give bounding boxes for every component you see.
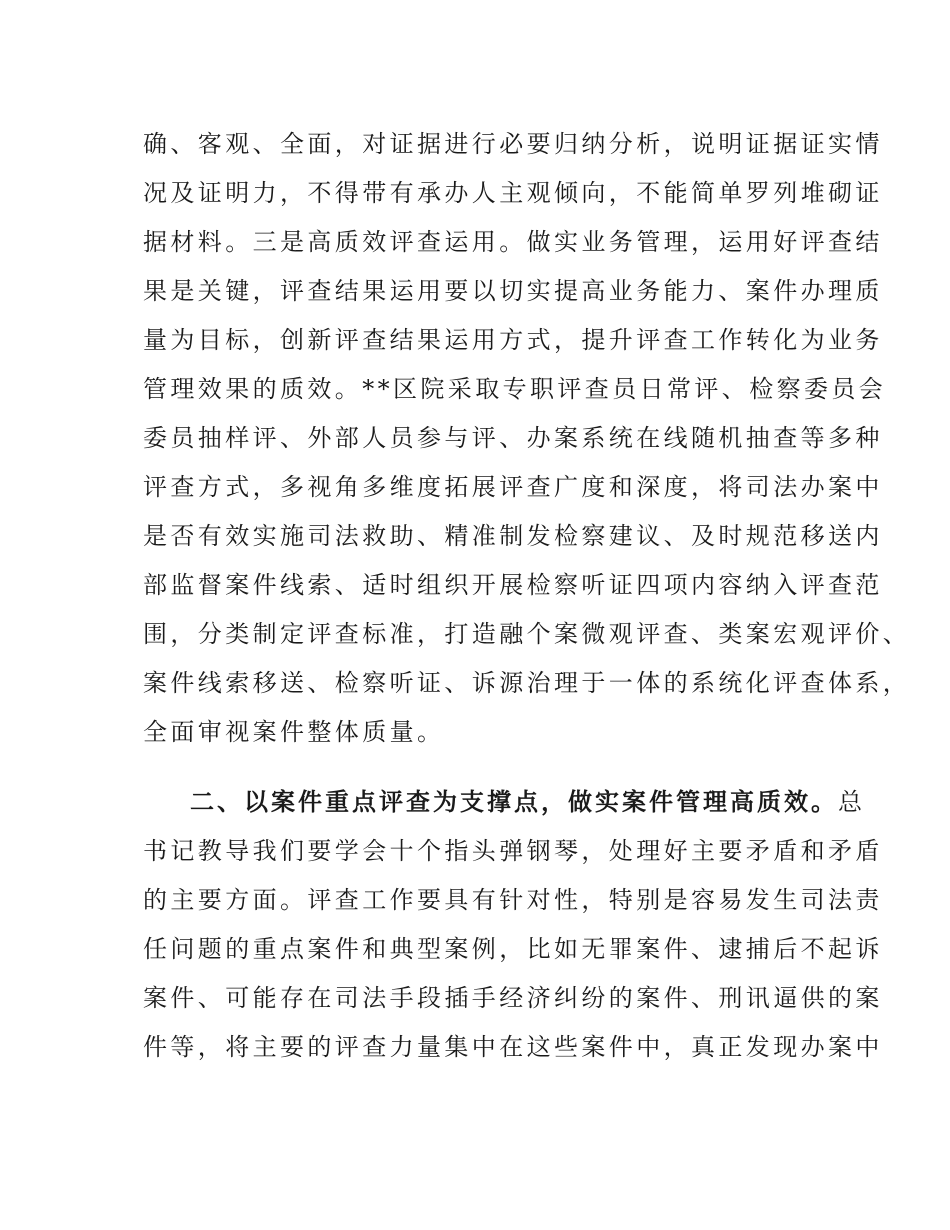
text-line: 量为目标，创新评查结果运用方式，提升评查工作转化为业务 bbox=[143, 326, 883, 354]
text-line: 况及证明力，不得带有承办人主观倾向，不能简单罗列堆砌证 bbox=[143, 179, 883, 207]
text-line: 确、客观、全面，对证据进行必要归纳分析，说明证据证实情 bbox=[143, 130, 883, 158]
text-line: 委员抽样评、外部人员参与评、办案系统在线随机抽查等多种 bbox=[143, 424, 883, 452]
text-line: 的主要方面。评查工作要具有针对性，特别是容易发生司法责 bbox=[143, 886, 883, 914]
text-line: 是否有效实施司法救助、精准制发检察建议、及时规范移送内 bbox=[143, 522, 883, 550]
text-line: 任问题的重点案件和典型案例，比如无罪案件、逮捕后不起诉 bbox=[143, 935, 883, 963]
text-line: 围，分类制定评查标准，打造融个案微观评查、类案宏观评价、 bbox=[143, 620, 911, 648]
section-heading: 二、以案件重点评查为支撑点，做实案件管理高质效。 bbox=[190, 788, 838, 816]
text-line-continuation: 总 bbox=[838, 788, 866, 816]
text-line: 全面审视案件整体质量。 bbox=[143, 718, 445, 746]
text-line: 管理效果的质效。**区院采取专职评查员日常评、检察委员会 bbox=[143, 375, 887, 403]
section-heading-line bbox=[190, 786, 890, 818]
text-line: 件等，将主要的评查力量集中在这些案件中，真正发现办案中 bbox=[143, 1033, 883, 1061]
text-line: 据材料。三是高质效评查运用。做实业务管理，运用好评查结 bbox=[143, 228, 883, 256]
text-line: 案件线索移送、检察听证、诉源治理于一体的系统化评查体系， bbox=[143, 669, 911, 697]
text-line: 案件、可能存在司法手段插手经济纠纷的案件、刑讯逼供的案 bbox=[143, 984, 883, 1012]
text-line: 评查方式，多视角多维度拓展评查广度和深度，将司法办案中 bbox=[143, 473, 883, 501]
text-line: 果是关键，评查结果运用要以切实提高业务能力、案件办理质 bbox=[143, 277, 883, 305]
text-line: 书记教导我们要学会十个指头弹钢琴，处理好主要矛盾和矛盾 bbox=[143, 837, 883, 865]
text-line: 部监督案件线索、适时组织开展检察听证四项内容纳入评查范 bbox=[143, 571, 883, 599]
